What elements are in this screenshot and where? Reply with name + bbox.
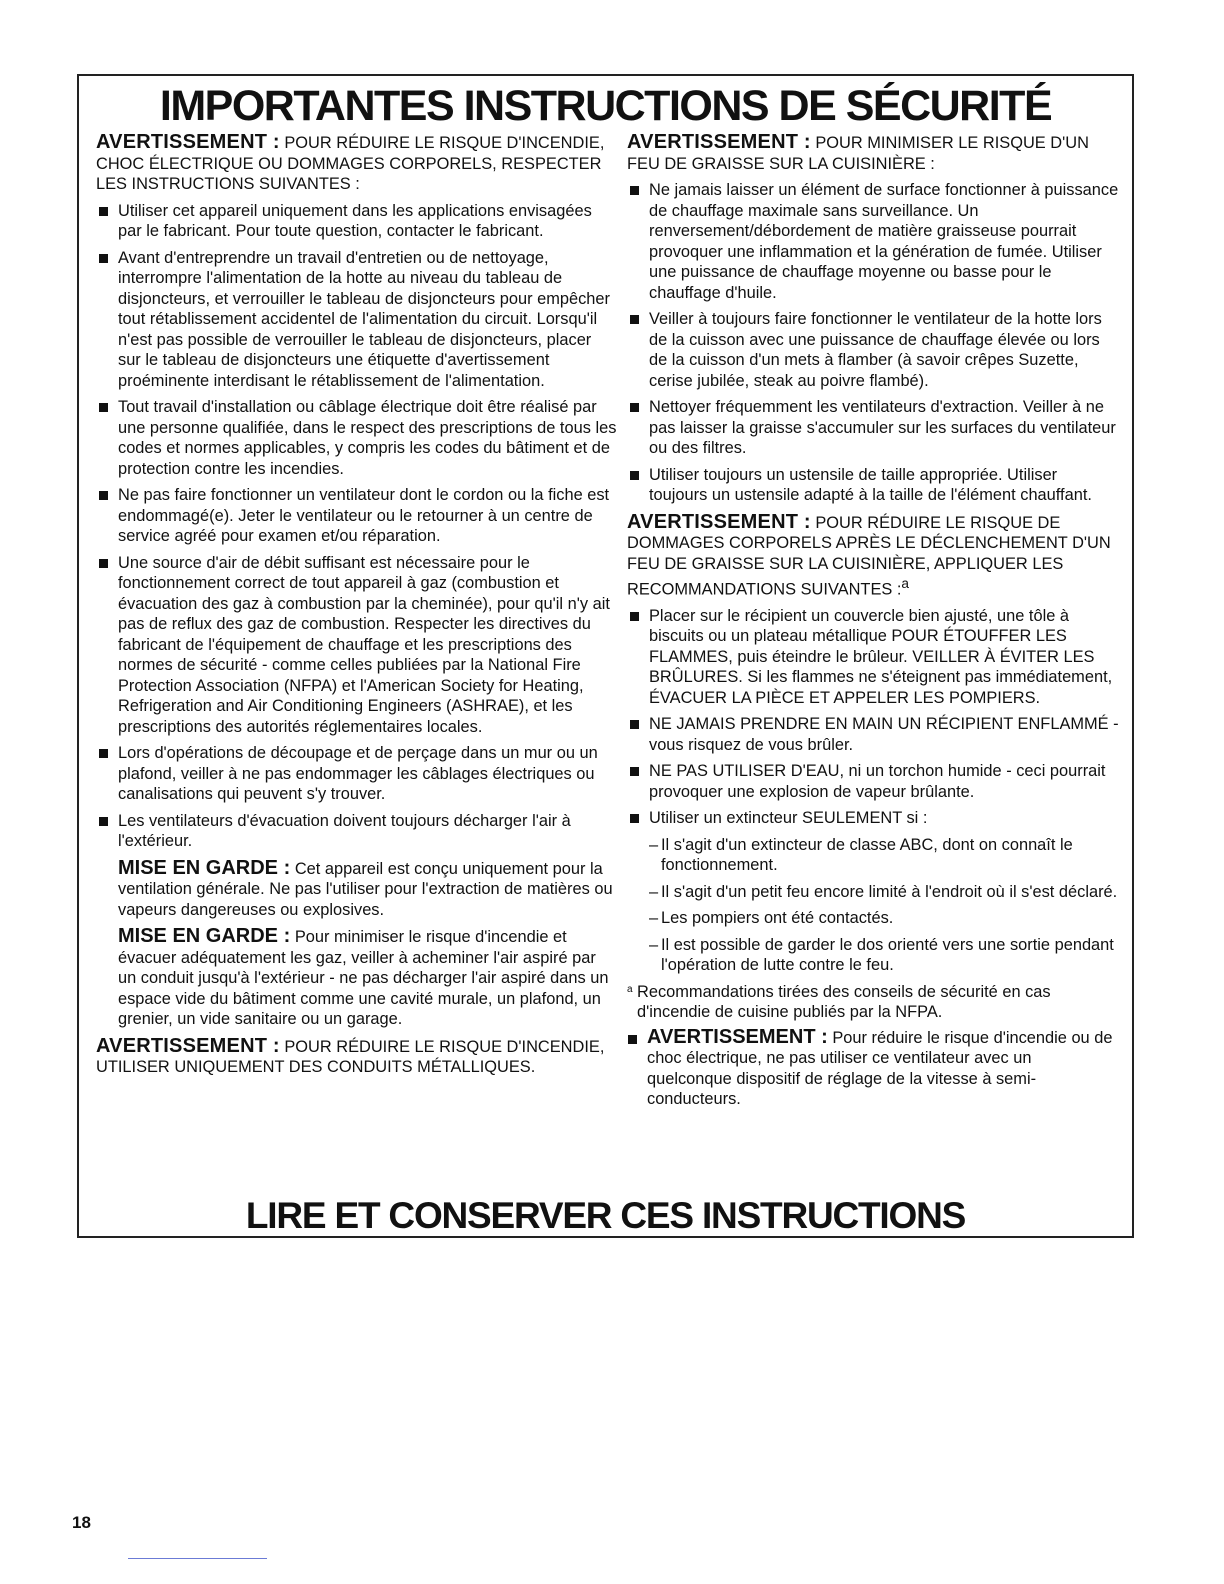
square-bullet-icon <box>630 814 639 823</box>
list-item: Utiliser un extincteur SEULEMENT si : <box>627 808 1119 829</box>
caution-block <box>96 926 618 1030</box>
caution-label: MISE EN GARDE : <box>118 856 291 879</box>
dash-icon: – <box>649 835 659 854</box>
dash-icon: – <box>649 909 659 928</box>
square-bullet-icon <box>99 749 108 758</box>
caution-text: Pour minimiser le risque d'incendie et évacuer adéquatement les gaz, veiller à acheminer l'air aspiré par un conduit jusqu'à l'extérieur - ne pas décharger l'air aspiré dans un espace vide du bâtiment comme une cavité murale, un plafond, un grenier, un vide sanitaire ou un garage. <box>118 928 609 1028</box>
list-item: Les ventilateurs d'évacuation doivent toujours décharger l'air à l'extérieur. <box>96 811 618 852</box>
warning-label: AVERTISSEMENT : <box>647 1025 828 1048</box>
square-bullet-icon <box>99 559 108 568</box>
warning-text: Pour réduire le risque d'incendie ou de choc électrique, ne pas utiliser ce ventilateur avec un quelconque dispositif de réglage de la vitesse à semi-conducteurs. <box>647 1028 1113 1109</box>
list-item: NE PAS UTILISER D'EAU, ni un torchon humide - ceci pourrait provoquer une explosion de vapeur brûlante. <box>627 761 1119 802</box>
list-item: Utiliser toujours un ustensile de taille appropriée. Utiliser toujours un ustensile adapté à la taille de l'élément chauffant. <box>627 465 1119 506</box>
footnote-marker: a <box>627 983 633 995</box>
warning-label: AVERTISSEMENT : <box>627 510 811 533</box>
warning-text: POUR RÉDUIRE LE RISQUE DE DOMMAGES CORPORELS APRÈS LE DÉCLENCHEMENT D'UN FEU DE GRAISSE SUR LA CUISINIÈRE, APPLIQUER LES RECOMMANDATIONS SUIVANTES : <box>627 513 1111 599</box>
warning-list-item <box>627 1027 1119 1110</box>
list-item: Tout travail d'installation ou câblage électrique doit être réalisé par une personne qualifiée, dans le respect des prescriptions de tous les codes et normes applicables, y compris les codes du bâtiment et de protection contre les incendies. <box>96 397 618 479</box>
warning-text: POUR RÉDUIRE LE RISQUE D'INCENDIE, CHOC ÉLECTRIQUE OU DOMMAGES CORPORELS, RESPECTER LES INSTRUCTIONS SUIVANTES : <box>96 134 605 193</box>
caution-block <box>96 858 618 921</box>
square-bullet-icon <box>99 207 108 216</box>
footer-title: LIRE ET CONSERVER CES INSTRUCTIONS <box>245 1195 966 1236</box>
square-bullet-icon <box>99 491 108 500</box>
warning-block <box>96 132 618 195</box>
page-title: IMPORTANTES INSTRUCTIONS DE SÉCURITÉ <box>159 82 1052 130</box>
warning-text: POUR RÉDUIRE LE RISQUE D'INCENDIE, UTILISER UNIQUEMENT DES CONDUITS MÉTALLIQUES. <box>96 1037 605 1076</box>
list-item: Lors d'opérations de découpage et de perçage dans un mur ou un plafond, veiller à ne pas endommager les câblages électriques ou canalisations qui peuvent s'y trouver. <box>96 743 618 805</box>
warning-block <box>96 1036 618 1078</box>
sub-list-item: – Les pompiers ont été contactés. <box>649 909 894 928</box>
square-bullet-icon <box>99 817 108 826</box>
square-bullet-icon <box>630 720 639 729</box>
list-item: Placer sur le récipient un couvercle bien ajusté, une tôle à biscuits ou un plateau métallique POUR ÉTOUFFER LES FLAMMES, puis éteindre le brûleur. VEILLER À ÉVITER LES BRÛLURES. Si les flammes ne s'éteignent pas immédiatement, ÉVACUER LA PIÈCE ET APPELER LES POMPIERS. <box>627 606 1119 709</box>
square-bullet-icon <box>630 767 639 776</box>
list-item: Une source d'air de débit suffisant est nécessaire pour le fonctionnement correct de tout appareil à gaz (combustion et évacuation des gaz à combustion par la cheminée), pour qu'il n'y ait pas de reflux des gaz de combustion. Respecter les directives du fabricant de l'équipement de chauffage et les prescriptions des normes de sécurité - comme celles publiées par la National Fire Protection Association (NFPA) et l'American Society for Heating, Refrigeration and Air Conditioning Engineers (ASHRAE), et les prescriptions des autorités réglementaires locales. <box>96 553 618 738</box>
square-bullet-icon <box>630 315 639 324</box>
list-item: Utiliser cet appareil uniquement dans les applications envisagées par le fabricant. Pour toute question, contacter le fabricant. <box>96 201 618 242</box>
warning-text: POUR MINIMISER LE RISQUE D'UN FEU DE GRAISSE SUR LA CUISINIÈRE : <box>627 134 1089 173</box>
square-bullet-icon <box>99 403 108 412</box>
left-column <box>96 132 618 1084</box>
link-underline <box>128 1558 267 1559</box>
square-bullet-icon <box>630 186 639 195</box>
square-bullet-icon <box>628 1035 637 1044</box>
list-item: Veiller à toujours faire fonctionner le ventilateur de la hotte lors de la cuisson avec une puissance de chauffage élevée ou lors de la cuisson d'un mets à flamber (à savoir crêpes Suzette, cerise jubilée, steak au poivre flambé). <box>627 309 1119 391</box>
sub-list-item: – Il s'agit d'un extincteur de classe ABC, dont on connaît le fonctionnement. <box>649 835 1073 875</box>
square-bullet-icon <box>630 471 639 480</box>
warning-block <box>627 132 1119 174</box>
right-column <box>627 132 1119 1110</box>
square-bullet-icon <box>630 403 639 412</box>
footnote-marker: a <box>901 576 910 591</box>
warning-block <box>627 512 1119 600</box>
warning-label: AVERTISSEMENT : <box>96 1034 280 1057</box>
safety-instructions-box <box>77 74 1134 1238</box>
caution-label: MISE EN GARDE : <box>118 925 291 947</box>
footnote: a Recommandations tirées des conseils de sécurité en cas d'incendie de cuisine publiés par la NFPA. <box>627 982 1119 1023</box>
caution-text: Cet appareil est conçu uniquement pour la ventilation générale. Ne pas l'utiliser pour l'extraction de matières ou vapeurs dangereuses ou explosives. <box>118 859 613 919</box>
sub-list-item: – Il est possible de garder le dos orienté vers une sortie pendant l'opération de lutte contre le feu. <box>649 935 1114 975</box>
list-item: Nettoyer fréquemment les ventilateurs d'extraction. Veiller à ne pas laisser la graisse s'accumuler sur les surfaces du ventilateur ou des filtres. <box>627 397 1119 459</box>
list-item: Ne jamais laisser un élément de surface fonctionner à puissance de chauffage maximale sans surveillance. Un renversement/débordement de matière graisseuse pourrait provoquer une inflammation et la génération de fumée. Utiliser une puissance de chauffage moyenne ou basse pour le chauffage d'huile. <box>627 180 1119 303</box>
list-item: Avant d'entreprendre un travail d'entretien ou de nettoyage, interrompre l'alimentation de la hotte au niveau du tableau de disjoncteurs, et verrouiller le tableau de disjoncteurs pour empêcher tout rétablissement accidentel de l'alimentation du circuit. Lorsqu'il n'est pas possible de verrouiller le tableau de disjoncteurs, placer sur le tableau de disjoncteurs une étiquette d'avertissement proéminente interdisant le rétablissement de l'alimentation. <box>96 248 618 392</box>
page-number: 18 <box>72 1513 91 1532</box>
dash-icon: – <box>649 882 659 901</box>
square-bullet-icon <box>630 612 639 621</box>
sub-list-item: – Il s'agit d'un petit feu encore limité à l'endroit où il s'est déclaré. <box>649 882 1118 901</box>
list-item: NE JAMAIS PRENDRE EN MAIN UN RÉCIPIENT ENFLAMMÉ - vous risquez de vous brûler. <box>627 714 1119 755</box>
list-item: Ne pas faire fonctionner un ventilateur dont le cordon ou la fiche est endommagé(e). Jeter le ventilateur ou le retourner à un centre de service agréé pour examen et/ou réparation. <box>96 485 618 547</box>
dash-icon: – <box>649 935 659 954</box>
square-bullet-icon <box>99 254 108 263</box>
warning-label: AVERTISSEMENT : <box>96 131 280 153</box>
warning-label: AVERTISSEMENT : <box>627 131 811 153</box>
